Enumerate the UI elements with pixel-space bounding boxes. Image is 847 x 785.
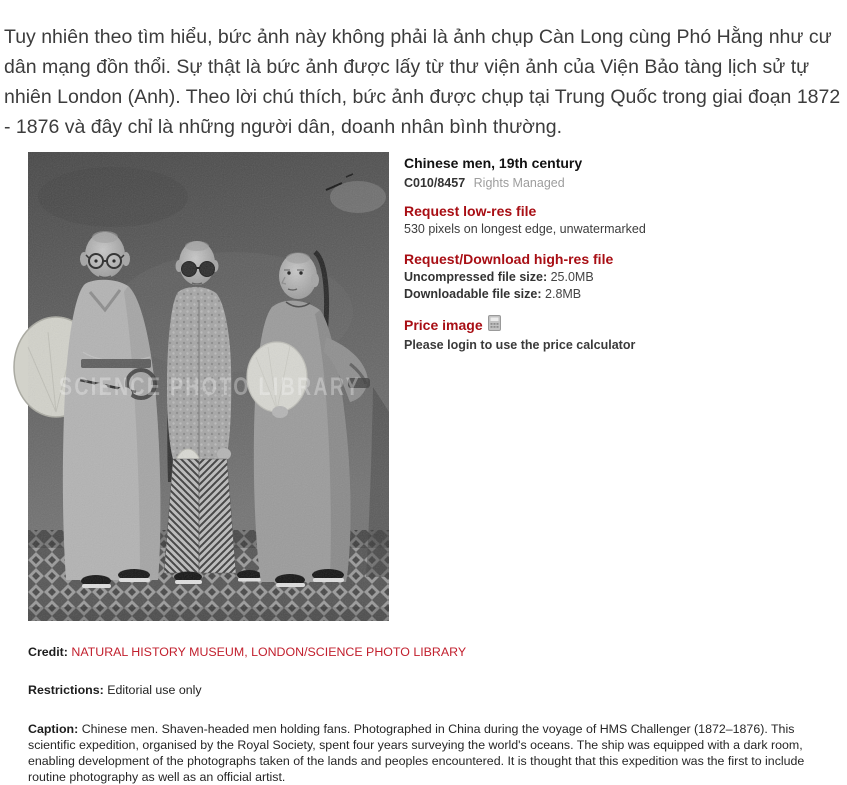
downloadable-size-label: Downloadable file size: [404,287,542,301]
license-type: Rights Managed [473,176,565,190]
image-details-panel [404,155,840,353]
downloadable-size-line [404,287,840,302]
photo-grain-overlay [28,152,389,621]
image-id-line [404,176,840,191]
image-id: C010/8457 [404,176,466,190]
stock-photo-image [28,152,389,621]
calculator-icon[interactable] [488,315,501,336]
caption-value: Chinese men. Shaven-headed men holding fans. Photographed in China during the voyage of HMS Challenger (1872–1876). This scientific expedition, organised by the Royal Society, spent four years surveying the world's oceans. The ship was equipped with a dark room, enabling development of the photographs taken of the lands and peoples encountered. It is thought that this expedition was the first to include routine photography as well as an official artist. [28,722,805,784]
image-metadata [28,644,822,785]
uncompressed-size-label: Uncompressed file size: [404,270,548,284]
price-image-row [404,315,840,336]
restrictions-line [28,682,822,698]
uncompressed-size-value: 25.0MB [550,270,594,284]
caption-line [28,721,822,785]
caption-label: Caption: [28,722,79,736]
credit-line [28,644,822,660]
request-high-res-link[interactable]: Request/Download high-res file [404,251,614,267]
request-low-res-link[interactable]: Request low-res file [404,203,537,219]
restrictions-value: Editorial use only [107,683,202,697]
image-title: Chinese men, 19th century [404,155,583,171]
downloadable-size-value: 2.8MB [545,287,582,301]
intro-paragraph: Tuy nhiên theo tìm hiểu, bức ảnh này không phải là ảnh chụp Càn Long cùng Phó Hằng như cư dân mạng đồn thổi. Sự thật là bức ảnh được lấy từ thư viện ảnh của Viện Bảo tàng lịch sử tự nhiên London (Anh). Theo lời chú thích, bức ảnh được chụp tại Trung Quốc trong giai đoạn 1872 - 1876 và đây chỉ là những người dân, doanh nhân bình thường. [4,25,841,138]
price-image-link[interactable]: Price image [404,317,483,333]
low-res-description: 530 pixels on longest edge, unwatermarked [404,222,646,236]
price-calculator-note: Please login to use the price calculator [404,338,636,352]
restrictions-label: Restrictions: [28,683,104,697]
credit-label: Credit: [28,645,68,659]
uncompressed-size-line [404,270,840,285]
credit-link[interactable]: NATURAL HISTORY MUSEUM, LONDON/SCIENCE PHOTO LIBRARY [71,645,467,659]
